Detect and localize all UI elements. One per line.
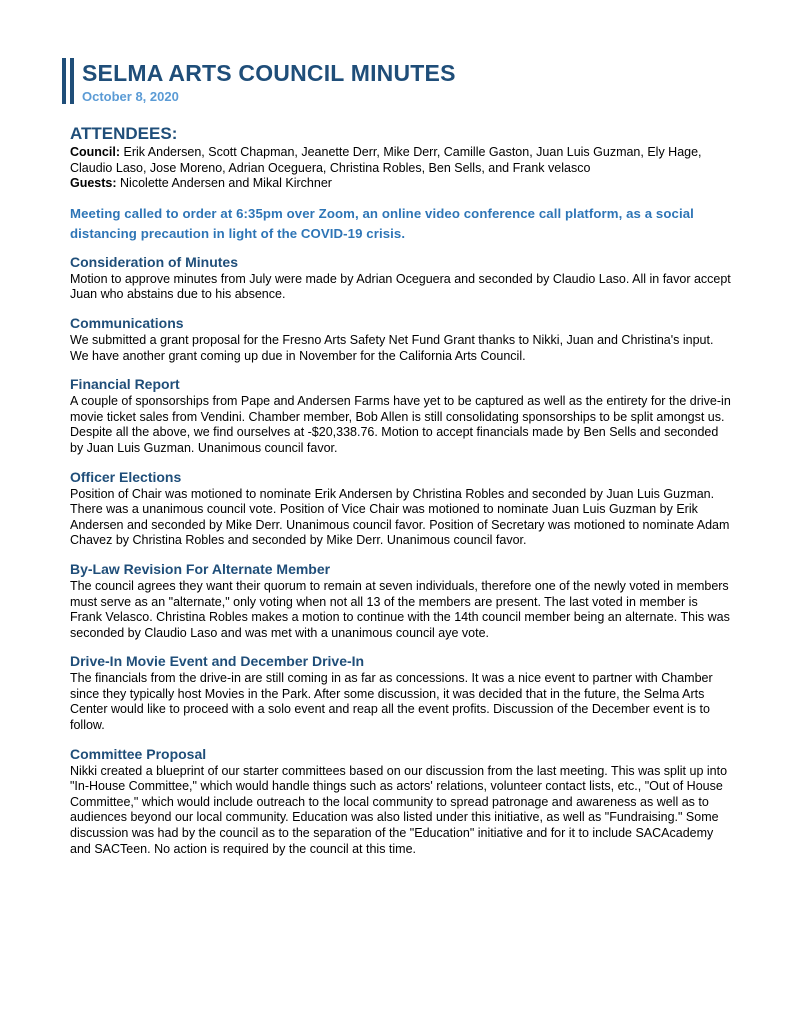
section-heading: Officer Elections xyxy=(70,468,182,485)
section-committee-proposal xyxy=(70,746,732,858)
guest-attendees xyxy=(70,176,732,192)
section-body: Nikki created a blueprint of our starter committees based on our discussion from the last meeting. This was split up into "In-House Committee," which would handle things such as actors' relations, volunteer contact lists, etc., "Out of House Committee," which would include outreach to the local community to spread patronage and awareness as well as to audiences beyond our local community. Education was also listed under this initiative, as well as "Fundraising." Some discussion was had by the council as to the separation of the "Education" initiative and for it to include SACAcademy and SACTeen. No action is required by the council at this time. xyxy=(70,763,728,856)
guests-list: Nicolette Andersen and Mikal Kirchner xyxy=(120,176,332,191)
section-heading: By-Law Revision For Alternate Member xyxy=(70,560,331,577)
council-list: Erik Andersen, Scott Chapman, Jeanette Derr, Mike Derr, Camille Gaston, Juan Luis Guzman, Ely Hage, Claudio Laso, Jose Moreno, Adrian Oceguera, Christina Robles, Ben Sells, and Frank velasco xyxy=(70,145,702,175)
call-to-order-statement: Meeting called to order at 6:35pm over Zoom, an online video conference call platform, as a social distancing precaution in light of the COVID-19 crisis. xyxy=(70,205,694,241)
section-communications xyxy=(70,315,732,364)
section-financial-report xyxy=(70,376,732,456)
section-consideration-of-minutes xyxy=(70,254,732,303)
council-label: Council: xyxy=(70,145,120,159)
section-heading: Committee Proposal xyxy=(70,745,207,762)
section-body: The council agrees they want their quorum to remain at seven individuals, therefore one of the newly voted in members must serve as an "alternate," only voting when not all 13 of the members are present. The last voted in member is Frank Velasco. Christina Robles makes a motion to continue with the 14th council member being an alternate. This was seconded by Claudio Laso and was met with a unanimous council aye vote. xyxy=(70,578,730,640)
section-body: Position of Chair was motioned to nominate Erik Andersen by Christina Robles and seconded by Juan Luis Guzman. There was a unanimous council vote. Position of Vice Chair was motioned to nominate Juan Luis Guzman by Erik Andersen and seconded by Mike Derr. Unanimous council favor. Position of Secretary was motioned to nominate Adam Chavez by Christina Robles and seconded by Mike Derr. Unanimous council favor. xyxy=(70,486,730,548)
guests-label: Guests: xyxy=(70,176,117,191)
section-body: The financials from the drive-in are still coming in as far as concessions. It was a nice event to partner with Chamber since they typically host Movies in the Park. After some discussion, it was decided that in the future, the Selma Arts Center would like to proceed with a solo event and reap all the event profits. Discussion of the December event is to follow. xyxy=(70,671,713,733)
section-by-law-revision xyxy=(70,561,732,641)
document-title: SELMA ARTS COUNCIL MINUTES xyxy=(82,60,456,86)
meeting-date: October 8, 2020 xyxy=(82,89,179,104)
section-body: Motion to approve minutes from July were made by Adrian Oceguera and seconded by Claudio Laso. All in favor accept Juan who abstains due to his absence. xyxy=(70,271,731,302)
title-accent-bar xyxy=(70,58,74,104)
section-drive-in-movie-event xyxy=(70,653,732,733)
section-heading: Financial Report xyxy=(70,376,180,393)
attendees-heading: ATTENDEES: xyxy=(70,124,178,143)
section-heading: Communications xyxy=(70,314,184,331)
section-heading: Drive-In Movie Event and December Drive-In xyxy=(70,653,365,670)
minutes-content xyxy=(70,124,732,869)
section-heading: Consideration of Minutes xyxy=(70,253,238,270)
title-accent-bar xyxy=(62,58,66,104)
section-officer-elections xyxy=(70,469,732,549)
section-body: We submitted a grant proposal for the Fresno Arts Safety Net Fund Grant thanks to Nikki, Juan and Christina's input. We have another grant coming up due in November for the California Arts Council. xyxy=(70,332,714,363)
section-body: A couple of sponsorships from Pape and Andersen Farms have yet to be captured as well as the entirety for the drive-in movie ticket sales from Vendini. Chamber member, Bob Allen is still consolidating sponsorships to be split amongst us. Despite all the above, we find ourselves at -$20,338.76. Motion to accept financials made by Ben Sells and seconded by Juan Luis Guzman. Unanimous council favor. xyxy=(70,394,731,455)
council-attendees xyxy=(70,145,732,176)
